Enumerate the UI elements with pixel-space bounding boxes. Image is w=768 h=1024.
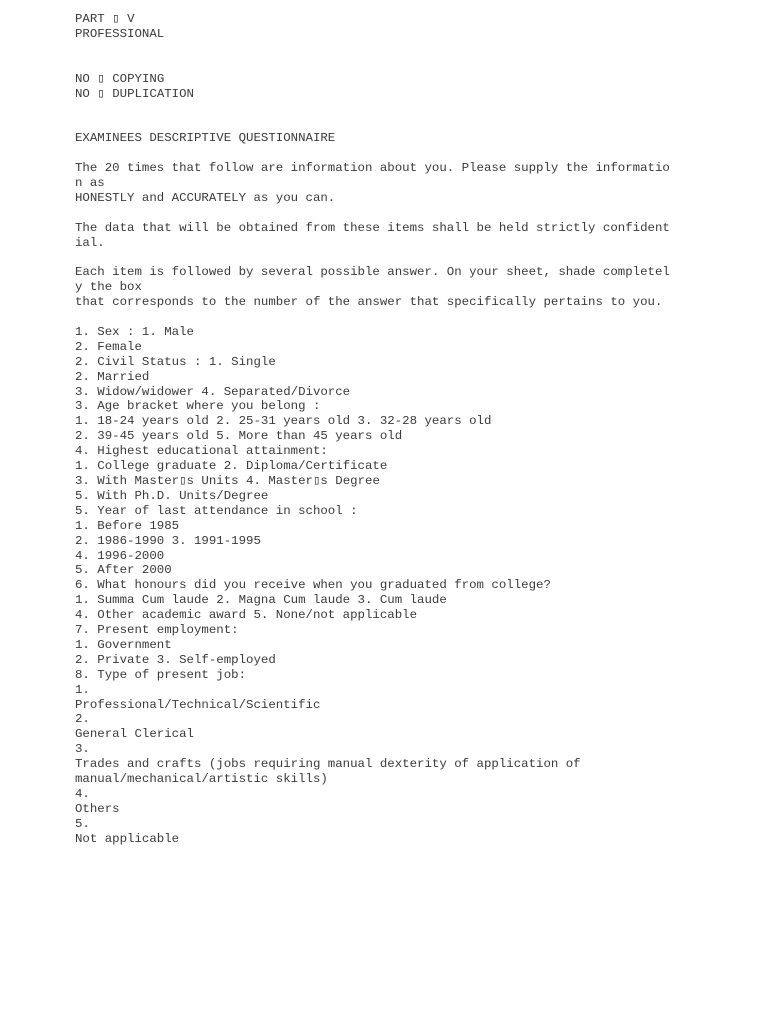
list-item: 1. College graduate 2. Diploma/Certificate [75,459,388,474]
list-item: 5. [75,816,90,831]
spacer [75,116,715,131]
list-item: 2. Private 3. Self-employed [75,652,276,667]
list-item: Others [75,801,120,816]
list-item: 4. 1996-2000 [75,548,165,563]
list-item: 1. Before 1985 [75,518,180,533]
list-item: General Clerical [75,727,194,742]
intro-paragraph-3-line-3: that corresponds to the number of the answer that specifically pertains to you. [75,295,663,310]
spacer [75,42,715,57]
list-item: 5. With Ph.D. Units/Degree [75,488,269,503]
list-item: 2. Female [75,339,142,354]
list-item: 1. Sex : 1. Male [75,324,194,339]
list-item: 7. Present employment: [75,623,239,638]
list-item: 5. After 2000 [75,563,172,578]
list-item: 1. [75,682,90,697]
document-page [75,12,715,847]
list-item: 4. Highest educational attainment: [75,444,328,459]
category-heading: PROFESSIONAL [75,26,165,41]
no-duplication-notice: NO ▯ DUPLICATION [75,86,194,101]
list-item: 2. [75,712,90,727]
intro-paragraph-2-line-1: The data that will be obtained from these items shall be held strictly confident [75,220,670,235]
list-item: 3. With Master▯s Units 4. Master▯s Degree [75,473,380,488]
no-copying-notice: NO ▯ COPYING [75,71,165,86]
intro-paragraph-3-line-1: Each item is followed by several possible answer. On your sheet, shade completel [75,265,670,280]
list-item: 5. Year of last attendance in school : [75,503,358,518]
spacer [75,146,715,161]
list-item: Trades and crafts (jobs requiring manual dexterity of application of [75,757,581,772]
list-item: 3. [75,742,90,757]
list-item: Professional/Technical/Scientific [75,697,321,712]
spacer [75,57,715,72]
spacer [75,206,715,221]
list-item: 2. 39-45 years old 5. More than 45 years old [75,429,403,444]
spacer [75,101,715,116]
intro-paragraph-3-line-2: y the box [75,280,142,295]
list-item: 1. 18-24 years old 2. 25-31 years old 3. 32-28 years old [75,414,492,429]
list-item: Not applicable [75,831,180,846]
list-item: 8. Type of present job: [75,667,247,682]
spacer [75,250,715,265]
list-item: 1. Government [75,637,172,652]
list-item: 3. Widow/widower 4. Separated/Divorce [75,384,351,399]
part-heading: PART ▯ V [75,12,135,26]
intro-paragraph-1-line-1: The 20 times that follow are information about you. Please supply the informatio [75,160,670,175]
intro-paragraph-2-line-2: ial. [75,235,105,250]
spacer [75,310,715,325]
list-item: 2. 1986-1990 3. 1991-1995 [75,533,261,548]
list-item: 3. Age bracket where you belong : [75,399,321,414]
questionnaire-items [75,325,715,847]
list-item: 4. [75,787,90,801]
list-item: 2. Civil Status : 1. Single [75,354,276,369]
list-item: 2. Married [75,369,150,384]
intro-paragraph-1-line-2: n as [75,175,105,190]
list-item: 1. Summa Cum laude 2. Magna Cum laude 3. Cum laude [75,593,447,608]
intro-paragraph-1-line-3: HONESTLY and ACCURATELY as you can. [75,190,336,205]
questionnaire-title: EXAMINEES DESCRIPTIVE QUESTIONNAIRE [75,131,336,146]
list-item: manual/mechanical/artistic skills) [75,772,328,787]
list-item: 6. What honours did you receive when you graduated from college? [75,578,551,593]
list-item: 4. Other academic award 5. None/not applicable [75,608,418,623]
